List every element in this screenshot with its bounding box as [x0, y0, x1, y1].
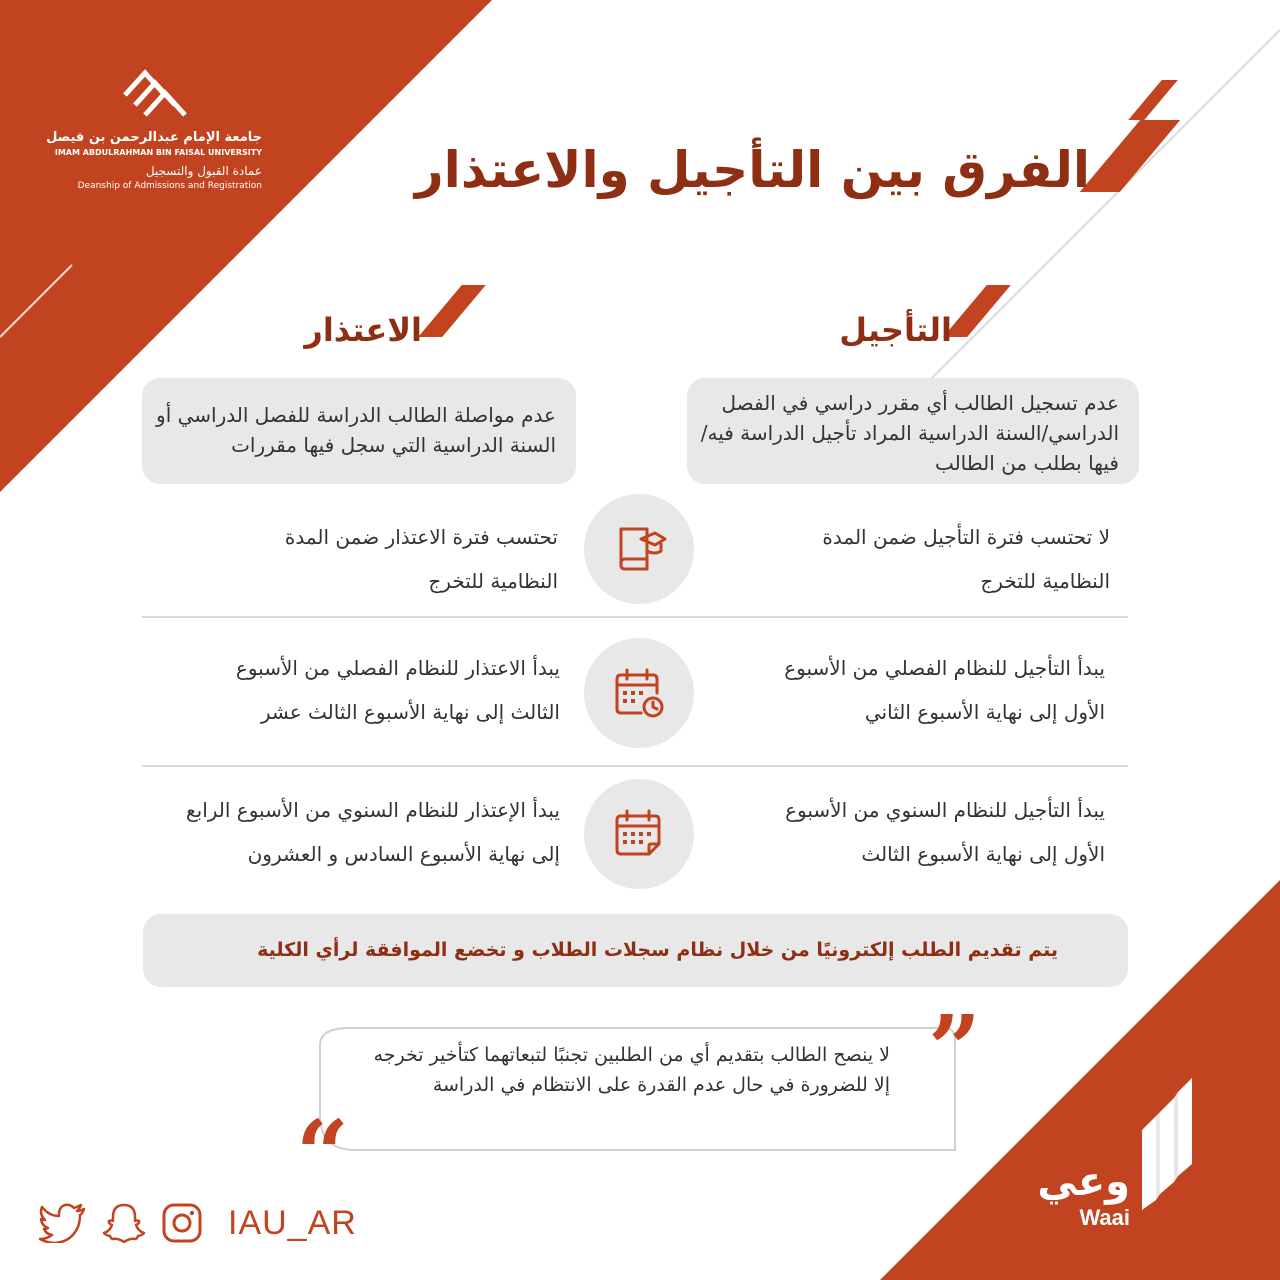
waai-name-ar: وعي — [1037, 1159, 1130, 1205]
row-1-postpone — [700, 515, 1110, 603]
row-1-postpone-line-2: النظامية للتخرج — [980, 569, 1110, 593]
twitter-icon[interactable] — [38, 1203, 88, 1243]
calendar-icon — [611, 806, 667, 862]
withdraw-heading: الاعتذار — [304, 311, 422, 349]
row-2-withdraw — [150, 646, 560, 734]
row-1-withdraw-line-2: النظامية للتخرج — [428, 569, 558, 593]
notice-text: يتم تقديم الطلب إلكترونيًا من خلال نظام سجلات الطلاب و تخضع الموافقة لرأي الكلية — [257, 939, 1058, 961]
logo-name-ar: جامعة الإمام عبدالرحمن بن فيصل — [46, 130, 262, 145]
quote-open-mark: ” — [928, 995, 981, 1103]
row-3-postpone — [690, 788, 1105, 876]
logo-deanship-en: Deanship of Admissions and Registration — [77, 181, 262, 191]
postpone-heading: التأجيل — [839, 311, 952, 349]
row-2-withdraw-line-2: الثالث إلى نهاية الأسبوع الثالث عشر — [260, 700, 560, 724]
logo-name-en: IMAM ABDULRAHMAN BIN FAISAL UNIVERSITY — [54, 148, 262, 157]
row-2-postpone-line-2: الأول إلى نهاية الأسبوع الثاني — [864, 700, 1105, 724]
row-2-icon-circle — [584, 638, 694, 748]
quote-text: لا ينصح الطالب بتقديم أي من الطلبين تجنبًا لتبعاتهما كتأخير تخرجه إلا للضرورة في حال عدم القدرة على الانتظام في الدراسة — [373, 1044, 890, 1096]
postpone-definition: عدم تسجيل الطالب أي مقرر دراسي في الفصل الدراسي/السنة الدراسية المراد تأجيل الدراسة فيه/فيها بطلب من الطالب — [700, 391, 1119, 475]
withdraw-definition: عدم مواصلة الطالب الدراسة للفصل الدراسي أو السنة الدراسية التي سجل فيها مقررات — [156, 403, 556, 457]
row-3-withdraw — [110, 788, 560, 876]
social-bar — [38, 1200, 357, 1246]
row-3-icon-circle — [584, 779, 694, 889]
page-title: الفرق بين التأجيل والاعتذار — [414, 141, 1090, 199]
row-1-withdraw-line-1: تحتسب فترة الاعتذار ضمن المدة — [284, 525, 558, 549]
row-3-withdraw-line-1: يبدأ الإعتذار للنظام السنوي من الأسبوع الرابع — [185, 798, 560, 822]
deco-line-right — [880, 30, 1280, 430]
university-logo — [40, 55, 270, 192]
row-3-postpone-line-2: الأول إلى نهاية الأسبوع الثالث — [861, 842, 1105, 866]
notice-card — [143, 914, 1128, 987]
postpone-definition-card — [687, 378, 1139, 484]
waai-name-en: Waai — [1079, 1205, 1130, 1230]
quote-close-mark: “ — [296, 1100, 349, 1208]
row-1-postpone-line-1: لا تحتسب فترة التأجيل ضمن المدة — [822, 525, 1110, 549]
calendar-clock-icon — [611, 665, 667, 721]
row-1-withdraw — [160, 515, 558, 603]
logo-deanship-ar: عمادة القبول والتسجيل — [145, 164, 262, 178]
social-handle[interactable]: IAU_AR — [228, 1203, 357, 1242]
row-1-icon-circle — [584, 494, 694, 604]
instagram-icon[interactable] — [160, 1201, 204, 1245]
withdraw-definition-card — [142, 378, 576, 484]
snapchat-icon[interactable] — [102, 1201, 146, 1245]
waai-brand — [1010, 1158, 1130, 1230]
row-3-postpone-line-1: يبدأ التأجيل للنظام السنوي من الأسبوع — [785, 798, 1105, 822]
row-divider-2 — [142, 765, 1128, 767]
row-3-withdraw-line-2: إلى نهاية الأسبوع السادس و العشرون — [247, 842, 560, 866]
row-2-withdraw-line-1: يبدأ الاعتذار للنظام الفصلي من الأسبوع — [235, 656, 560, 680]
row-2-postpone-line-1: يبدأ التأجيل للنظام الفصلي من الأسبوع — [784, 656, 1105, 680]
waai-logo-icon — [1140, 1070, 1200, 1210]
row-divider-1 — [142, 616, 1128, 618]
graduation-book-icon — [611, 521, 667, 577]
university-emblem-icon — [40, 55, 270, 125]
row-2-postpone — [680, 646, 1105, 734]
